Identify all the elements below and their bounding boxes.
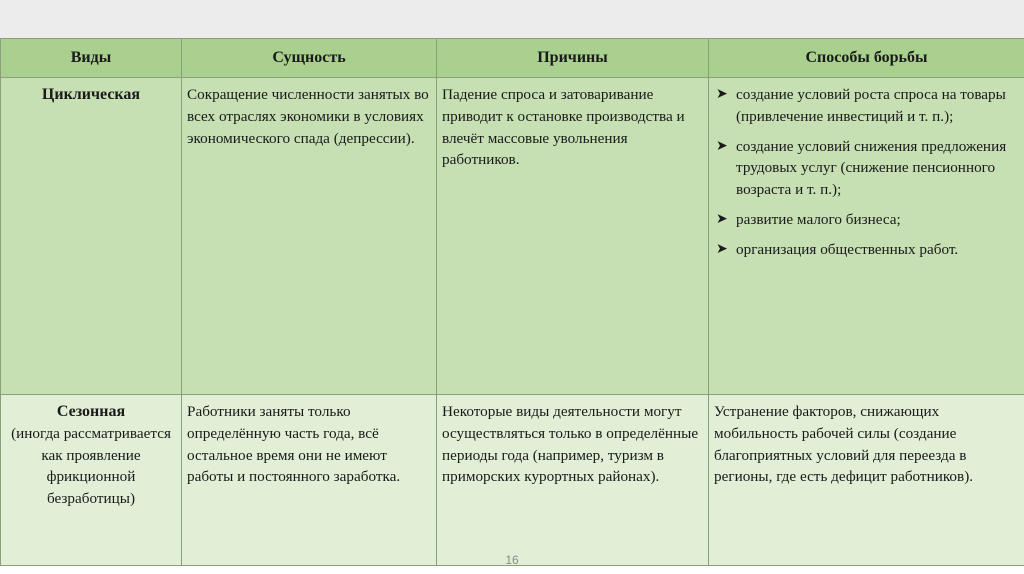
- kind-title: Циклическая: [41, 86, 141, 103]
- page-number: 16: [505, 553, 519, 567]
- cell-kind-cyclic: [1, 78, 182, 395]
- table-row-cyclic: [1, 78, 1024, 395]
- list-item: [714, 209, 1019, 231]
- header-methods: Способы борьбы: [709, 39, 1024, 78]
- cell-causes-cyclic: [437, 78, 709, 395]
- cell-methods-seasonal: [709, 395, 1024, 566]
- essence-text: Работники заняты только определённую часть года, всё остальное время они не имеют работы и постоянного заработка.: [187, 403, 401, 486]
- header-causes: Причины: [437, 39, 709, 78]
- cell-essence-cyclic: [182, 78, 437, 395]
- methods-text: Устранение факторов, снижающих мобильность рабочей силы (создание благоприятных условий для переезда в регионы, где есть дефицит работников).: [714, 403, 974, 486]
- arrow-bullet-icon: ➤: [716, 211, 728, 227]
- causes-text: Падение спроса и затоваривание приводит к остановке производства и влечёт массовые увольнения работников.: [442, 86, 685, 169]
- kind-title: Сезонная: [56, 403, 126, 420]
- methods-list: [714, 84, 1019, 261]
- list-item: [714, 84, 1019, 128]
- kind-note: (иногда рассматривается как проявление фрикционной безработицы): [11, 424, 171, 508]
- causes-text: Некоторые виды деятельности могут осуществляться только в определённые периоды года (например, туризм в приморских курортных районах).: [442, 403, 699, 486]
- unemployment-types-table: [0, 38, 1024, 566]
- header-row: [1, 39, 1024, 78]
- method-text: организация общественных работ.: [736, 240, 959, 258]
- method-text: развитие малого бизнеса;: [736, 210, 901, 228]
- header-essence: Сущность: [182, 39, 437, 78]
- top-band: [0, 0, 1024, 38]
- cell-causes-seasonal: [437, 395, 709, 566]
- cell-kind-seasonal: [1, 395, 182, 566]
- cell-methods-cyclic: [709, 78, 1024, 395]
- arrow-bullet-icon: ➤: [716, 241, 728, 257]
- header-kinds: Виды: [1, 39, 182, 78]
- arrow-bullet-icon: ➤: [716, 87, 728, 102]
- arrow-bullet-icon: ➤: [716, 138, 728, 154]
- method-text: создание условий снижения предложения трудовых услуг (снижение пенсионного возраста и т. п.);: [736, 137, 1007, 199]
- essence-text: Сокращение численности занятых во всех отраслях экономики в условиях экономического спада (депрессии).: [187, 86, 429, 147]
- list-item: [714, 239, 1019, 261]
- method-text: создание условий роста спроса на товары (привлечение инвестиций и т. п.);: [736, 86, 1006, 125]
- cell-essence-seasonal: [182, 395, 437, 566]
- table-row-seasonal: [1, 395, 1024, 566]
- list-item: [714, 136, 1019, 201]
